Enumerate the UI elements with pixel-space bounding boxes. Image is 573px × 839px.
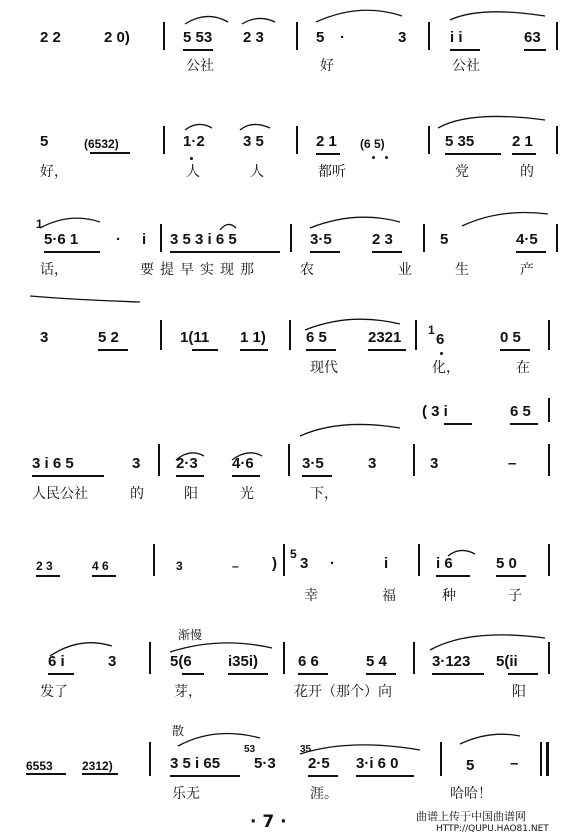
dot [440,352,443,355]
lyric: 阳 [184,486,198,502]
note: 3 5 i 65 [170,755,221,772]
underline [436,575,470,577]
lyric: 都听 [318,164,346,180]
lyric: 好 [320,58,334,74]
dot [372,156,375,159]
underline [510,423,538,425]
note: 3 [398,29,407,46]
note: 1(11 [180,329,210,346]
note: 3·5 [310,231,332,248]
note: 3·5 [302,455,324,472]
note: 63 [524,29,541,46]
underline [98,349,128,351]
note: 3 i 6 5 [32,455,74,472]
note: · [116,231,121,248]
note: 5·3 [254,755,276,772]
barline [548,544,550,576]
underline [516,251,546,253]
lyric: 乐无 [172,786,200,802]
note: 2 1 [316,133,337,150]
note: 3 5 [243,133,264,150]
underline [496,575,526,577]
barline [149,642,151,674]
lyric: 党 [455,164,469,180]
barline [418,544,420,576]
barline [296,126,298,154]
note: 2321 [368,329,402,346]
barline [556,22,558,50]
note: 6 i [48,653,65,670]
note: 5 [40,133,49,150]
underline [176,475,204,477]
note: 4·5 [516,231,538,248]
lyric: 好， [40,164,68,180]
note: 3 [176,559,183,573]
note: 3 [368,455,377,472]
underline [512,153,536,155]
note: 3 [132,455,141,472]
barline [413,444,415,476]
barline [540,742,542,776]
tempo-mark: 渐慢 [178,628,203,642]
barline [296,22,298,50]
grace-note: 1 [36,217,43,231]
note: 3 [430,455,439,472]
note: 5 4 [366,653,387,670]
barline [149,742,151,776]
dot [190,157,193,160]
lyric: 化， [432,360,460,376]
note: · [330,555,335,572]
note: 5 [316,29,325,46]
note: · [340,29,345,46]
underline [450,49,480,51]
underline [232,475,260,477]
tempo-mark: 散 [172,724,185,738]
barline [548,398,550,422]
barline [440,742,442,776]
underline [192,349,218,351]
lyric: 产 [520,262,534,278]
lyric: 公社 [452,58,480,74]
underline [444,423,472,425]
lyric: 下， [310,486,338,502]
lyric: 业 [398,262,412,278]
grace-note: 35 [300,744,312,755]
lyric: 子 [508,588,522,604]
barline [548,444,550,476]
note: 2·3 [176,455,198,472]
note: (6 5) [360,137,385,151]
lyric: 阳 [512,684,526,700]
lyric: 花开（那个）向 [294,684,392,700]
underline [432,673,484,675]
lyric: 要提早实现那 [140,262,260,278]
barline [556,126,558,154]
note: 3 [40,329,49,346]
underline [366,673,396,675]
barline [288,444,290,476]
note: i35i) [228,653,259,670]
barline [163,126,165,154]
note: 3 5 3 i 6 5 [170,231,237,248]
note: – [232,559,239,573]
underline [316,153,340,155]
note: 0 5 [500,329,521,346]
note: 2 2 [40,29,61,46]
note: 6 6 [298,653,319,670]
underline [356,775,414,777]
lyric: 人民公社 [32,486,88,502]
note: 2 0) [104,29,130,46]
note: 2312) [82,759,113,773]
barline [158,444,160,476]
note: 1·2 [183,133,205,150]
lyric: 的 [130,486,144,502]
lyric: 生 [455,262,469,278]
barline [413,642,415,674]
note: 5·6 1 [44,231,79,248]
underline [90,152,130,154]
lyric: 哈哈！ [450,786,492,802]
note: 5 [466,757,475,774]
lyric: 芽， [174,684,202,700]
lyric: 幸 [304,588,318,604]
barline [415,320,417,350]
note: 1 1) [240,329,266,346]
note: ) [272,555,277,572]
dot [385,156,388,159]
note: 3 [108,653,117,670]
note: 3 [300,555,309,572]
lyric: 光 [240,486,254,502]
watermark-url: HTTP://QUPU.HAO81.NET [436,824,549,834]
note: i 6 [436,555,453,572]
underline [32,475,104,477]
note: 2·5 [308,755,330,772]
underline [36,575,60,577]
barline [428,22,430,50]
note: 5 2 [98,329,119,346]
underline [310,251,340,253]
note: 6 5 [510,403,531,420]
underline [508,673,538,675]
underline [500,349,530,351]
underline [44,251,100,253]
underline [306,349,336,351]
note: i [142,231,147,248]
underline [228,673,268,675]
grace-note: 53 [244,744,256,755]
note: 5 [440,231,449,248]
underline [92,575,116,577]
underline [82,773,118,775]
underline [445,153,501,155]
note: 5(ii [496,653,518,670]
barline [290,224,292,252]
note: 5 35 [445,133,475,150]
watermark-credit: 曲谱上传于中国曲谱网 [416,810,526,823]
underline [170,775,240,777]
note: – [508,455,517,472]
barline [289,320,291,350]
underline [183,49,213,51]
note: 6 [436,331,445,348]
lyric: 人 [250,164,264,180]
grace-note: 1 [428,323,435,337]
underline [170,251,280,253]
note: 2 3 [372,231,393,248]
lyric: 现代 [310,360,338,376]
note: (6532) [84,137,119,151]
barline [423,224,425,252]
underline [26,773,66,775]
underline [182,673,204,675]
underline [298,673,328,675]
barline [283,544,285,576]
note: 3·123 [432,653,471,670]
note: 3·i 6 0 [356,755,399,772]
note: i [384,555,389,572]
lyric: 发了 [40,684,68,700]
barline [548,642,550,674]
note: – [510,755,519,772]
lyric: 涯。 [310,786,338,802]
lyric: 话， [40,262,68,278]
note: i i [450,29,463,46]
note: 5 0 [496,555,517,572]
barline [153,544,155,576]
grace-note: 5 [290,547,297,561]
barline [163,22,165,50]
lyric: 种 [442,588,456,604]
underline [48,673,74,675]
underline [372,251,402,253]
note: 4·6 [232,455,254,472]
note: ( 3 i [422,403,448,420]
barline [548,320,550,350]
lyric: 福 [382,588,396,604]
lyric: 的 [520,164,534,180]
note: 2 3 [243,29,264,46]
page-number: · 7 · [250,812,287,832]
underline [240,349,268,351]
underline [302,475,332,477]
underline [524,49,546,51]
note: 4 6 [92,559,109,573]
lyric: 农 [300,262,314,278]
note: 6553 [26,759,53,773]
barline [283,642,285,674]
lyric: 人 [186,164,200,180]
underline [308,775,338,777]
note: 2 3 [36,559,53,573]
barline [160,224,162,252]
note: 5 53 [183,29,213,46]
note: 5(6 [170,653,192,670]
note: 2 1 [512,133,533,150]
underline [368,349,406,351]
barline [160,320,162,350]
lyric: 公社 [186,58,214,74]
note: 6 5 [306,329,327,346]
final-barline [546,742,549,776]
barline [428,126,430,154]
barline [556,224,558,252]
lyric: 在 [516,360,530,376]
